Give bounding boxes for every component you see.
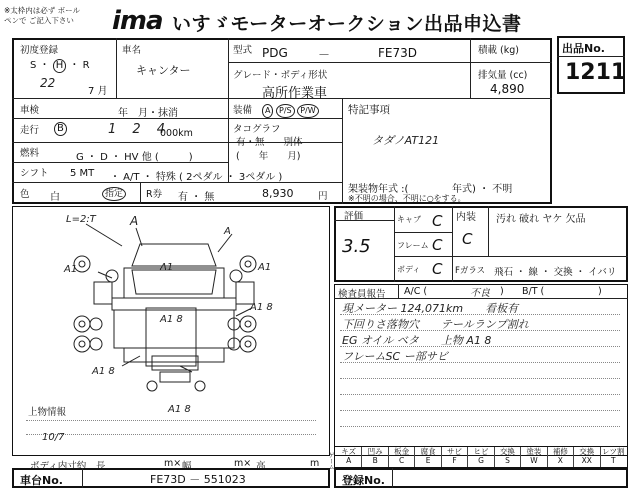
legend-row bbox=[336, 447, 626, 467]
diagram-label-a-right: A bbox=[224, 226, 231, 237]
header-note: ※太枠内は必ず ボールペンで ご記入下さい bbox=[4, 6, 81, 25]
length-label: 長 bbox=[96, 461, 106, 472]
notes-value: タダノAT121 bbox=[372, 134, 440, 147]
length-unit: m× bbox=[164, 458, 182, 469]
legend-item: 交換 S bbox=[495, 447, 521, 467]
equipment-label: 装備 bbox=[233, 105, 253, 116]
model-prefix: PDG bbox=[262, 46, 288, 60]
model-dash: － bbox=[318, 48, 331, 62]
ac-value: 不良 bbox=[470, 288, 490, 299]
frame-label: フレーム bbox=[397, 241, 429, 250]
bt-label: B/T ( bbox=[522, 286, 545, 297]
capacity-label: 積載 (kg) bbox=[478, 45, 519, 56]
legend-side: ゲーム bbox=[327, 452, 334, 470]
diagram-label-bed: A1 8 bbox=[160, 314, 183, 325]
color-designated: 指定 bbox=[102, 187, 126, 201]
interior-grade: C bbox=[462, 230, 473, 248]
superstructure-label: 上物情報 bbox=[28, 407, 67, 418]
truck-diagram bbox=[12, 206, 330, 456]
notes-label: 特記事項 bbox=[348, 104, 390, 116]
body-year-label: 架装物年式 :( bbox=[348, 184, 409, 195]
score-value: 3.5 bbox=[342, 236, 371, 257]
recycle-amount: 8,930 bbox=[262, 187, 294, 200]
ima-logo: ima bbox=[112, 6, 163, 36]
tachograph-date: ( 年 月) bbox=[236, 151, 301, 162]
width-label: 幅 bbox=[182, 461, 192, 472]
diagram-label-a-mid: A1 bbox=[160, 262, 174, 273]
mileage-digits: 1 2 4 bbox=[108, 122, 172, 137]
reg-month: 7 月 bbox=[88, 86, 108, 97]
diagram-label-a-top: A bbox=[130, 214, 139, 228]
lot-number: 1211 bbox=[565, 60, 627, 85]
ac-label: A/C ( bbox=[404, 286, 428, 297]
body-year-unit: 年式) ・ 不明 bbox=[452, 184, 513, 195]
model-label: 型式 bbox=[233, 45, 253, 56]
shift-label: シフト bbox=[20, 168, 49, 179]
legend-item: 腐食 E bbox=[415, 447, 441, 467]
body-grade: C bbox=[432, 260, 443, 278]
legend-item: 交換 XX bbox=[574, 447, 600, 467]
glass-label: Fガラス bbox=[455, 266, 486, 276]
form-title: いすゞモーターオークション出品申込書 bbox=[172, 13, 522, 35]
bt-close: ) bbox=[598, 286, 602, 297]
body-dim-label: ボディ内寸約 bbox=[30, 461, 87, 472]
diagram-label-bottom: A1 8 bbox=[168, 404, 191, 415]
color-designated-wrap bbox=[102, 187, 126, 201]
diagram-date: 10/7 bbox=[42, 432, 65, 443]
frame-grade: C bbox=[432, 236, 443, 254]
legend-item: ヒビ G bbox=[468, 447, 494, 467]
displacement-label: 排気量 (cc) bbox=[478, 70, 528, 81]
interior-label: 内装 bbox=[456, 212, 476, 223]
lot-label: 出品No. bbox=[562, 42, 605, 55]
legend-item: サビ F bbox=[442, 447, 468, 467]
diagram-label-left-bottom: A1 8 bbox=[92, 366, 115, 377]
diagram-label-right-mid: A1 8 bbox=[250, 302, 273, 313]
glass-options: 飛石 ・ 線 ・ 交換 ・ イバリ bbox=[494, 267, 617, 278]
diagram-label-cab: L=2:T bbox=[66, 214, 96, 225]
legend-item: 板金 C bbox=[389, 447, 415, 467]
inspector-note-2: 下回りさ落物穴 テールランプ割れ bbox=[342, 318, 529, 331]
grade-label: グレード・ボディ形状 bbox=[233, 70, 328, 81]
height-label: 高 bbox=[256, 461, 266, 472]
shift-options: ・ A/T ・ 特殊 ( 2ペダル ・ 3ペダル ) bbox=[110, 172, 283, 183]
shift-selected: 5 MT bbox=[70, 168, 95, 179]
cab-label: キャブ bbox=[397, 215, 421, 224]
fuel-options: G ・ D ・ HV 他 ( ) bbox=[76, 152, 193, 163]
reg-label: 登録No. bbox=[342, 474, 385, 487]
color-value: 白 bbox=[50, 192, 60, 203]
body-year-note: ※不明の場合、不明に○をする。 bbox=[348, 194, 466, 203]
first-reg-label: 初度登録 bbox=[20, 45, 59, 56]
legend-item: 塗装 W bbox=[521, 447, 547, 467]
color-label: 色 bbox=[20, 189, 30, 200]
recycle-label: R券 bbox=[146, 189, 163, 200]
cab-grade: C bbox=[432, 212, 443, 230]
height-unit: m bbox=[310, 458, 320, 469]
mileage-circle: B bbox=[54, 122, 67, 136]
equip-ps: P/S bbox=[276, 104, 295, 118]
diagram-label-a-right2: A1 bbox=[258, 262, 272, 273]
inspection-label: 車検 bbox=[20, 105, 40, 116]
inspector-note-1: 現メーター 124,071km 看板有 bbox=[342, 302, 519, 315]
car-name-value: キャンター bbox=[136, 64, 191, 77]
inspector-note-4: フレームSC ー部サビ bbox=[342, 350, 448, 363]
width-unit: m× bbox=[234, 458, 252, 469]
era-selected: H bbox=[53, 59, 67, 73]
legend-item: キズ A bbox=[336, 447, 362, 467]
inspection-fields: 年 月・抹消 bbox=[118, 108, 178, 119]
recycle-options: 有 ・ 無 bbox=[178, 192, 215, 203]
model-code: FE73D bbox=[378, 46, 417, 60]
tachograph-label: タコグラフ bbox=[233, 124, 281, 135]
tachograph-options: 有・無 別体 bbox=[236, 137, 303, 148]
mileage-label: 走行 bbox=[20, 125, 40, 136]
equipment-items bbox=[262, 104, 319, 118]
displacement-value: 4,890 bbox=[490, 82, 525, 96]
score-label: 評価 bbox=[344, 211, 364, 222]
mileage-circle-wrap bbox=[54, 122, 67, 136]
inspector-label: 検査員報告 bbox=[338, 289, 386, 300]
equip-a: A bbox=[262, 104, 273, 118]
body-label: ボディ bbox=[397, 265, 421, 274]
recycle-unit: 円 bbox=[318, 191, 328, 202]
fuel-label: 燃料 bbox=[20, 148, 40, 159]
era-options: S ・ H ・ R bbox=[30, 60, 90, 71]
mileage-unit: 000km bbox=[160, 128, 193, 139]
inspector-note-3: EG オイル ベタ 上物 A1 8 bbox=[342, 334, 492, 347]
legend-item: 補修 X bbox=[548, 447, 574, 467]
grade-value: 高所作業車 bbox=[262, 86, 328, 101]
car-name-label: 車名 bbox=[122, 45, 142, 56]
legend-item: 凹み B bbox=[362, 447, 388, 467]
legend-item: レツ割 T bbox=[602, 447, 625, 465]
vin-label: 車台No. bbox=[20, 474, 63, 487]
equip-pw: P/W bbox=[297, 104, 318, 118]
ac-close: ) bbox=[500, 286, 504, 297]
diagram-label-a-left: A1 bbox=[64, 264, 78, 275]
interior-options: 汚れ 破れ ヤケ 欠品 bbox=[496, 214, 586, 225]
reg-year: 22 bbox=[40, 76, 56, 90]
vin-value: FE73D － 551023 bbox=[150, 473, 246, 486]
